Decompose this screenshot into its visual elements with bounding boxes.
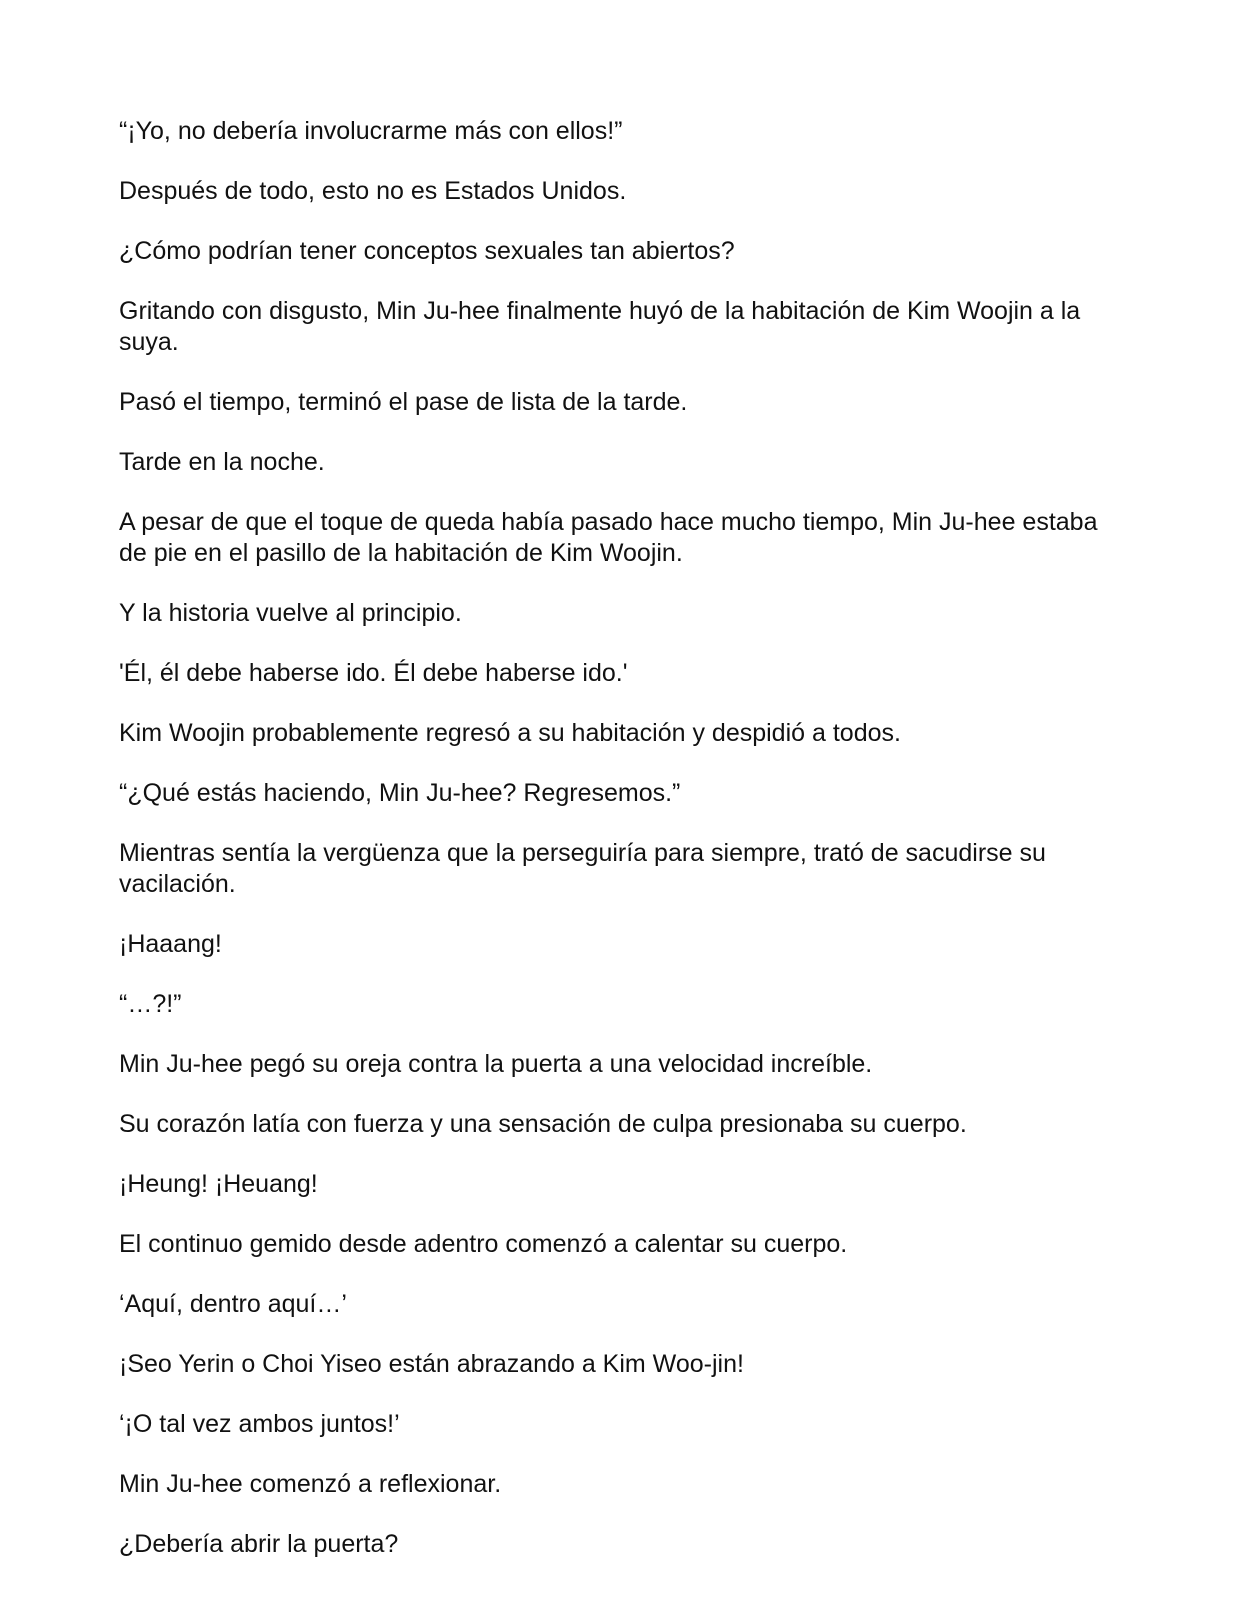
paragraph: ¿Cómo podrían tener conceptos sexuales tan abiertos? — [119, 237, 735, 265]
paragraph: Pasó el tiempo, terminó el pase de lista de la tarde. — [119, 388, 688, 416]
paragraph: ¡Seo Yerin o Choi Yiseo están abrazando a Kim Woo-jin! — [119, 1350, 744, 1378]
paragraph: “¿Qué estás haciendo, Min Ju-hee? Regresemos.” — [119, 779, 681, 807]
paragraph: ‘Aquí, dentro aquí…’ — [119, 1290, 347, 1318]
paragraph: “¡Yo, no debería involucrarme más con ellos!” — [119, 117, 623, 145]
paragraph: Tarde en la noche. — [119, 448, 325, 476]
paragraph: Su corazón latía con fuerza y una sensación de culpa presionaba su cuerpo. — [119, 1110, 967, 1138]
paragraph: A pesar de que el toque de queda había pasado hace mucho tiempo, Min Ju-hee estaba de pie en el pasillo de la habitación de Kim Woojin. — [119, 508, 1098, 567]
document-body — [119, 116, 1129, 1589]
paragraph: Min Ju-hee comenzó a reflexionar. — [119, 1470, 502, 1498]
paragraph: ‘¡O tal vez ambos juntos!’ — [119, 1410, 400, 1438]
paragraph: Mientras sentía la vergüenza que la perseguiría para siempre, trató de sacudirse su vacilación. — [119, 839, 1046, 898]
paragraph: ¡Heung! ¡Heuang! — [119, 1170, 318, 1198]
paragraph: Y la historia vuelve al principio. — [119, 599, 462, 627]
paragraph: El continuo gemido desde adentro comenzó a calentar su cuerpo. — [119, 1230, 848, 1258]
paragraph: “…?!” — [119, 990, 182, 1018]
paragraph: Gritando con disgusto, Min Ju-hee finalmente huyó de la habitación de Kim Woojin a la suya. — [119, 297, 1081, 356]
paragraph: Kim Woojin probablemente regresó a su habitación y despidió a todos. — [119, 719, 901, 747]
paragraph: Después de todo, esto no es Estados Unidos. — [119, 177, 627, 205]
paragraph: ¡Haaang! — [119, 930, 222, 958]
paragraph: Min Ju-hee pegó su oreja contra la puerta a una velocidad increíble. — [119, 1050, 873, 1078]
paragraph: ¿Debería abrir la puerta? — [119, 1530, 399, 1558]
paragraph: 'Él, él debe haberse ido. Él debe haberse ido.' — [119, 659, 628, 687]
